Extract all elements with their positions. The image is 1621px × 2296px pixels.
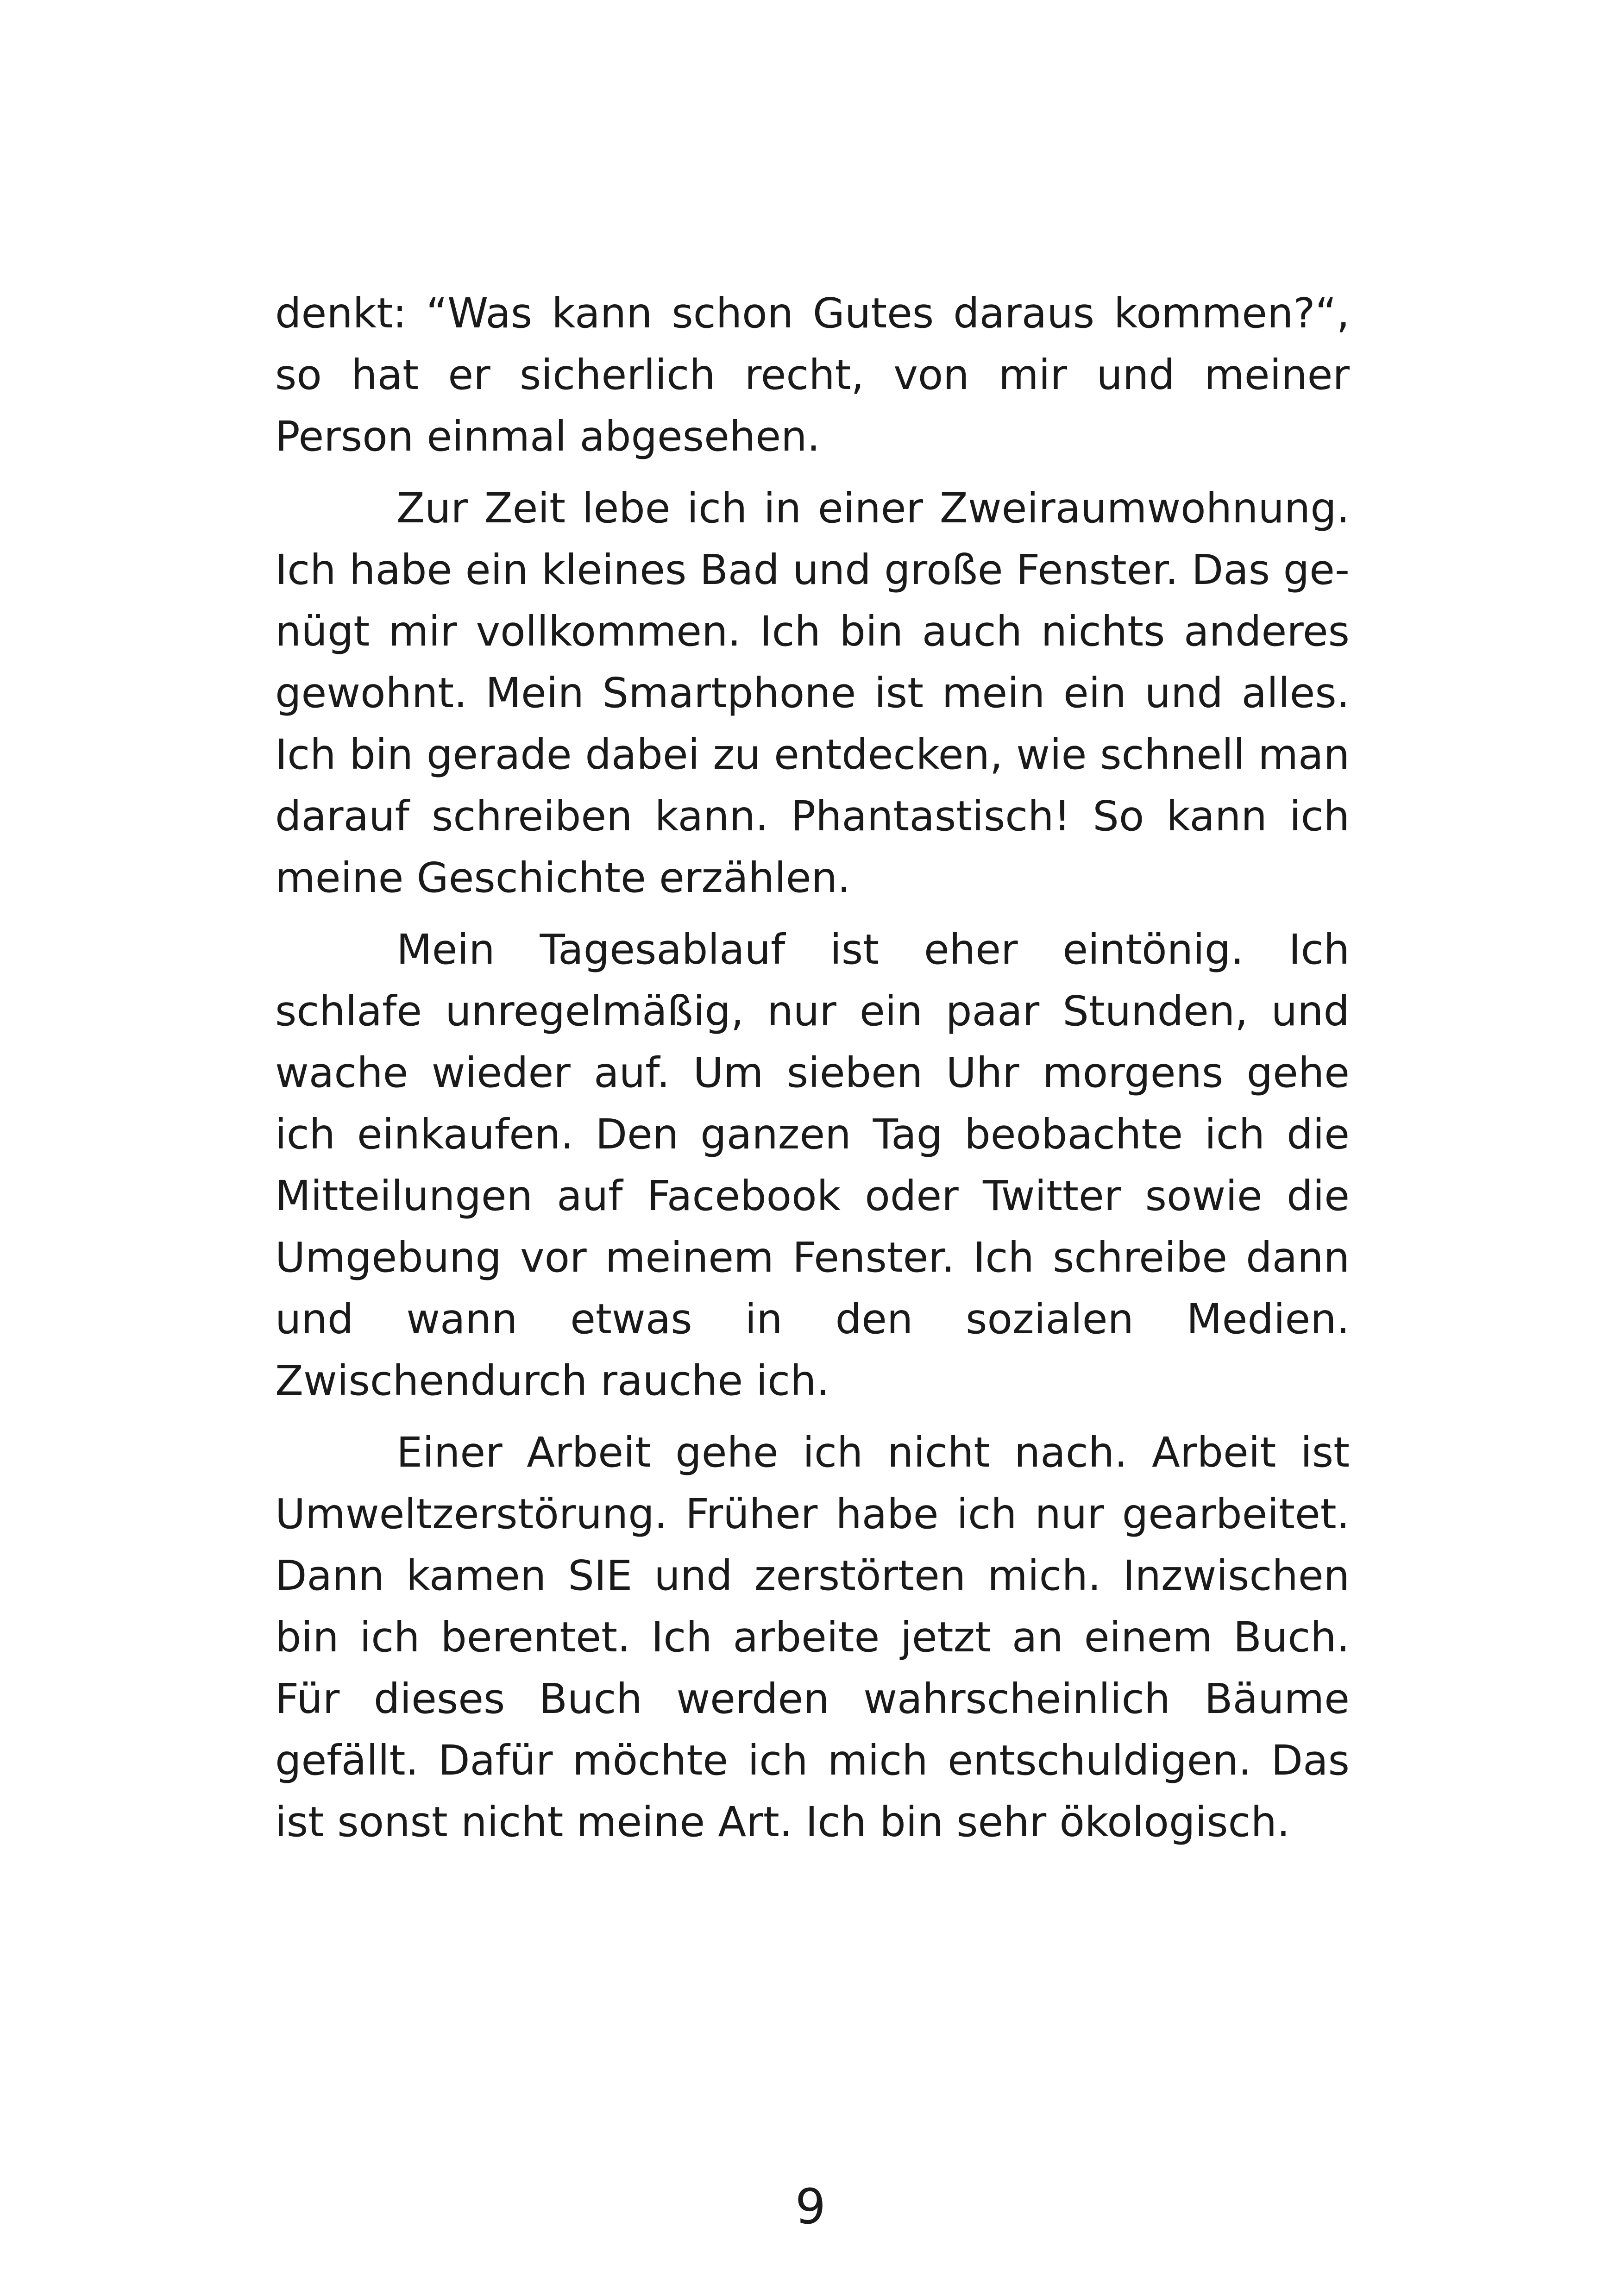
paragraph-apartment: Zur Zeit lebe ich in einer Zweiraumwohnung. Ich habe ein kleines Bad und große Fenster. Das genügt mir vollkommen. Ich bin auch nichts anderes gewohnt. Mein Smartphone ist mein ein und alles. Ich bin gerade dabei zu entdecken, wie schnell man darauf schreiben kann. Phantastisch! So kann ich meine Geschichte erzählen. [275,484,1350,902]
paragraph-continued: denkt: “Was kann schon Gutes daraus kommen?“, so hat er sicherlich recht, von mir und meiner Person einmal abgesehen. [275,289,1350,460]
body-text [275,282,1350,1863]
page-number: 9 [795,2178,826,2235]
paragraph-daily-routine: Mein Tagesablauf ist eher eintönig. Ich schlafe unregelmäßig, nur ein paar Stunden, und wache wieder auf. Um sieben Uhr morgens gehe ich einkaufen. Den ganzen Tag beobachte ich die Mitteilungen auf Facebook oder Twitter sowie die Umgebung vor meinem Fenster. Ich schreibe dann und wann etwas in den sozialen Medien. Zwischendurch rauche ich. [275,925,1350,1405]
paragraph-work: Einer Arbeit gehe ich nicht nach. Arbeit ist Umweltzerstörung. Früher habe ich nur gearbeitet. Dann kamen SIE und zerstörten mich. Inzwischen bin ich berentet. Ich arbeite jetzt an einem Buch. Für dieses Buch werden wahrscheinlich Bäume gefällt. Dafür möchte ich mich entschuldigen. Das ist sonst nicht meine Art. Ich bin sehr ökologisch. [275,1428,1350,1846]
